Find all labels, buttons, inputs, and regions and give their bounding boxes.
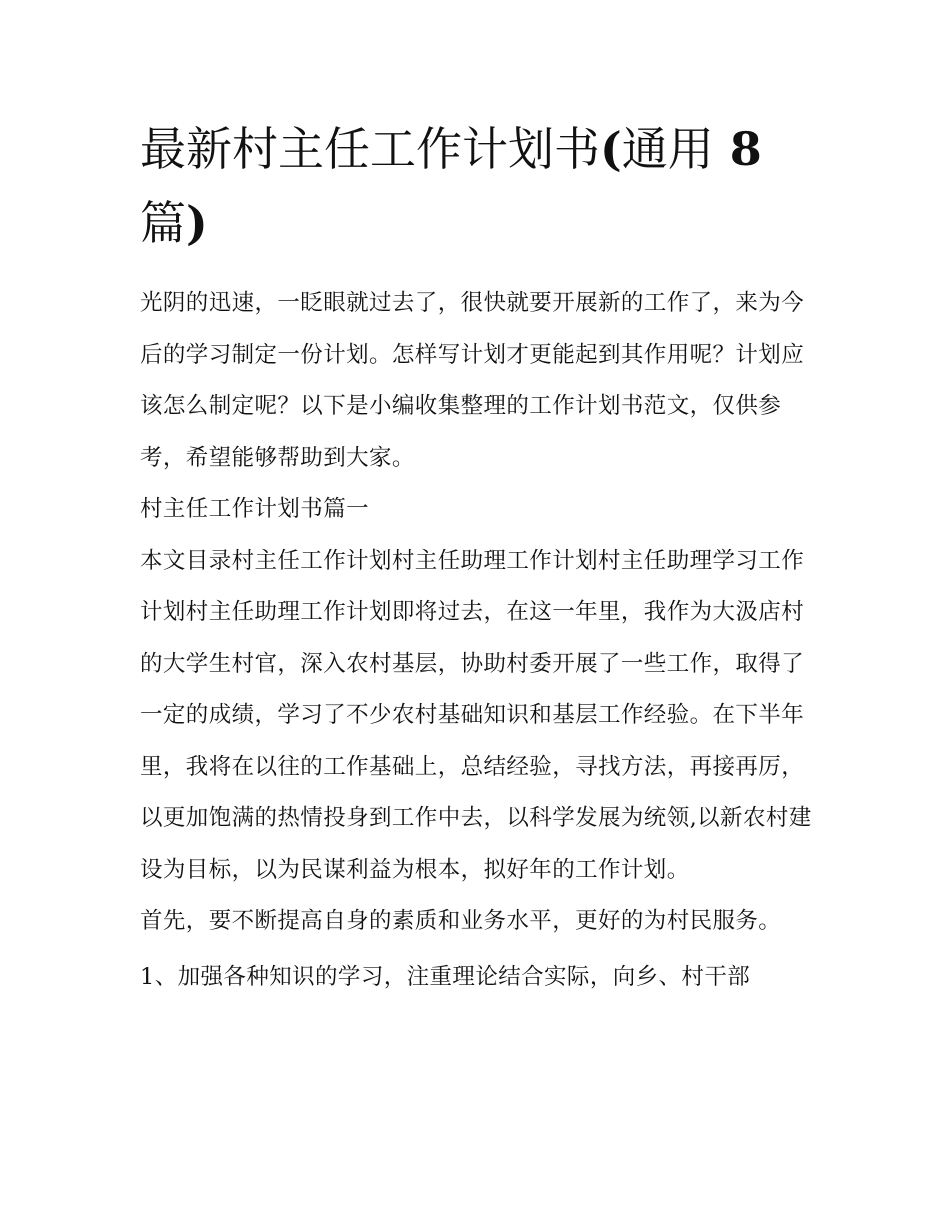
title-paren-open: (	[600, 122, 622, 176]
paragraph-body-1: 本文目录村主任工作计划村主任助理工作计划村主任助理学习工作计划村主任助理工作计划即将过去，在这一年里，我作为大汲店村的大学生村官，深入农村基层，协助村委开展了一些工作，取得了一定的成绩，学习了不少农村基础知识和基层工作经验。在下半年里，我将在以往的工作基础上，总结经验，寻找方法，再接再厉，以更加饱满的热情投身到工作中去，以科学发展为统领,以新农村建设为目标，以为民谋利益为根本，拟好年的工作计划。	[140, 547, 812, 883]
title-number: 8	[713, 122, 762, 176]
document-title	[140, 112, 816, 260]
title-text-pian: 篇	[140, 196, 186, 250]
paragraph-list-item-1: 1、加强各种知识的学习，注重理论结合实际，向乡、村干部	[140, 963, 751, 990]
title-text-main: 最新村主任工作计划书	[140, 122, 600, 176]
paragraph-intro: 光阴的迅速，一眨眼就过去了，很快就要开展新的工作了，来为今后的学习制定一份计划。怎样写计划才更能起到其作用呢？计划应该怎么制定呢？以下是小编收集整理的工作计划书范文，仅供参考，希望能够帮助到大家。	[140, 290, 805, 471]
title-paren-close: )	[186, 196, 208, 250]
paragraph-body-2: 首先，要不断提高自身的素质和业务水平，更好的为村民服务。	[140, 908, 782, 934]
title-text-tongyong: 通用	[621, 122, 714, 176]
section-heading-1: 村主任工作计划书篇一	[140, 496, 370, 522]
document-body	[140, 112, 816, 1003]
